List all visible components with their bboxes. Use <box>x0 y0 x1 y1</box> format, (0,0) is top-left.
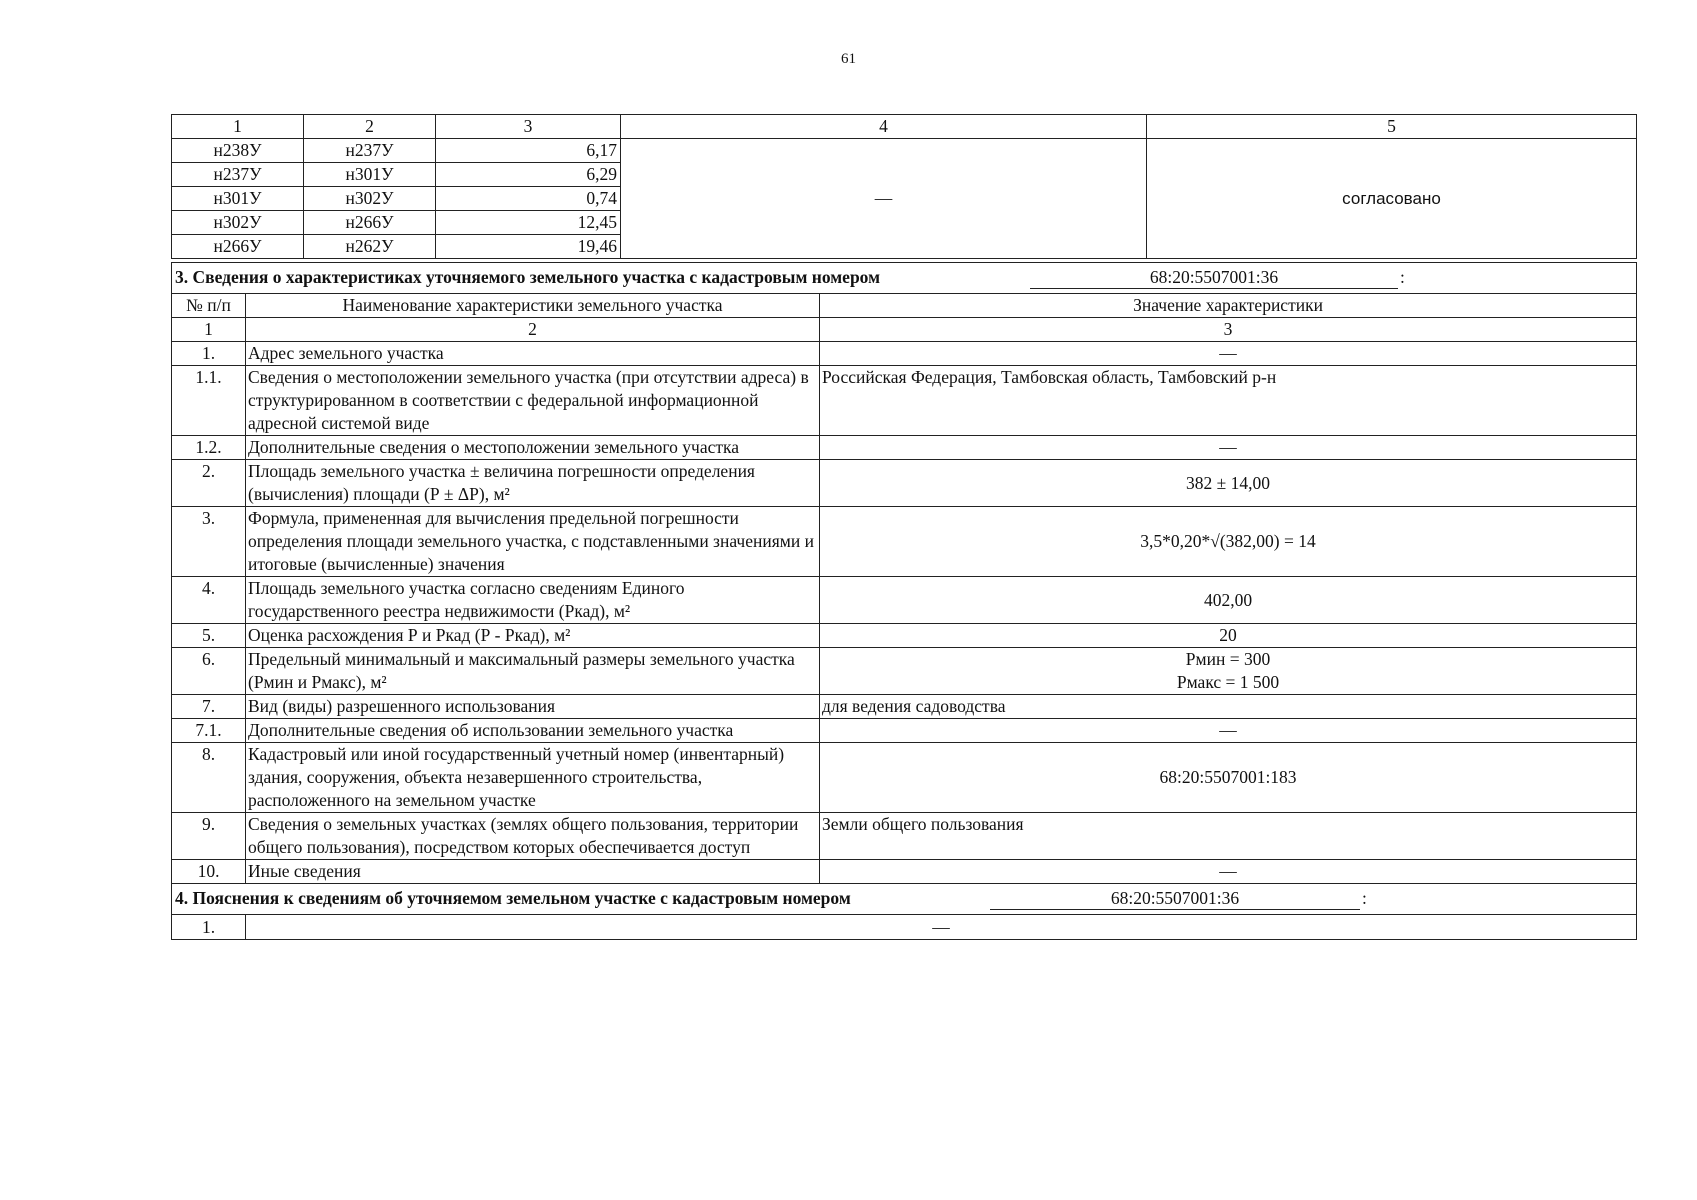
row-name: Предельный минимальный и максимальный размеры земельного участка (Рмин и Рмакс), м² <box>246 648 820 695</box>
table-row <box>172 436 1637 460</box>
header-name: Наименование характеристики земельного участка <box>246 294 820 318</box>
point-from: н238У <box>172 139 304 163</box>
row-value: 402,00 <box>820 577 1637 624</box>
min-size-value: Рмин = 300 <box>1185 649 1271 669</box>
col-header-5: 5 <box>1147 115 1637 139</box>
table-row <box>172 813 1637 860</box>
row-value: для ведения садоводства <box>820 695 1637 719</box>
point-from: н301У <box>172 187 304 211</box>
table-row <box>172 743 1637 813</box>
section3-title-row <box>172 263 1637 294</box>
row-value: Российская Федерация, Тамбовская область, Тамбовский р-н <box>820 366 1637 436</box>
col-header-4: 4 <box>621 115 1147 139</box>
row-number: 1. <box>172 342 246 366</box>
row-value: 3,5*0,20*√(382,00) = 14 <box>820 507 1637 577</box>
row-name: Площадь земельного участка ± величина погрешности определения (вычисления) площади (Р ± ΔР), м² <box>246 460 820 507</box>
distance: 19,46 <box>436 235 621 259</box>
section3-colnum-row <box>172 318 1637 342</box>
agreement-status: согласовано <box>1147 139 1637 259</box>
row-name: Дополнительные сведения об использовании земельного участка <box>246 719 820 743</box>
row-number: 4. <box>172 577 246 624</box>
row-value: Земли общего пользования <box>820 813 1637 860</box>
point-to: н262У <box>304 235 436 259</box>
row-number: 9. <box>172 813 246 860</box>
point-to: н266У <box>304 211 436 235</box>
distance: 12,45 <box>436 211 621 235</box>
table-row <box>172 695 1637 719</box>
boundary-header-row <box>172 115 1637 139</box>
section3-header-row <box>172 294 1637 318</box>
section4-colon: : <box>1362 888 1367 908</box>
row-name: Оценка расхождения Р и Ркад (Р - Ркад), м² <box>246 624 820 648</box>
row-value-minmax <box>820 648 1637 695</box>
colnum-1: 1 <box>172 318 246 342</box>
header-value: Значение характеристики <box>820 294 1637 318</box>
row-name: Сведения о земельных участках (землях общего пользования, территории общего пользования), посредством которых обеспечивается доступ <box>246 813 820 860</box>
row-number: 6. <box>172 648 246 695</box>
section4-cadastral-number: 68:20:5507001:36 <box>990 887 1360 910</box>
point-from: н237У <box>172 163 304 187</box>
row-number: 1.1. <box>172 366 246 436</box>
page-number: 61 <box>841 51 856 67</box>
point-to: н301У <box>304 163 436 187</box>
table-row <box>172 342 1637 366</box>
boundary-table <box>171 114 1637 259</box>
row-value: — <box>820 342 1637 366</box>
row-number: 5. <box>172 624 246 648</box>
col-header-3: 3 <box>436 115 621 139</box>
section3-colon: : <box>1400 267 1405 287</box>
table-row <box>172 366 1637 436</box>
distance: 6,29 <box>436 163 621 187</box>
table-row <box>172 460 1637 507</box>
point-to: н302У <box>304 187 436 211</box>
header-number: № п/п <box>172 294 246 318</box>
table-row <box>172 648 1637 695</box>
col-header-1: 1 <box>172 115 304 139</box>
row-name: Дополнительные сведения о местоположении земельного участка <box>246 436 820 460</box>
distance: 0,74 <box>436 187 621 211</box>
row-name: Площадь земельного участка согласно сведениям Единого государственного реестра недвижимости (Ркад), м² <box>246 577 820 624</box>
point-from: н302У <box>172 211 304 235</box>
row-value: 68:20:5507001:183 <box>820 743 1637 813</box>
table-row <box>172 915 1637 940</box>
table-row <box>172 624 1637 648</box>
row-value: — <box>820 860 1637 884</box>
table-row <box>172 139 1637 163</box>
row-name: Иные сведения <box>246 860 820 884</box>
row-number: 8. <box>172 743 246 813</box>
distance: 6,17 <box>436 139 621 163</box>
section3-title-cell <box>172 263 1637 294</box>
row-name: Вид (виды) разрешенного использования <box>246 695 820 719</box>
section3-title: 3. Сведения о характеристиках уточняемого земельного участка с кадастровым номером <box>175 267 881 287</box>
point-from: н266У <box>172 235 304 259</box>
row-value: — <box>820 719 1637 743</box>
row-number: 3. <box>172 507 246 577</box>
section4-title-row <box>172 884 1637 915</box>
point-to: н237У <box>304 139 436 163</box>
row-name: Формула, примененная для вычисления предельной погрешности определения площади земельного участка, с подставленными значениями и итоговые (вычисленные) значения <box>246 507 820 577</box>
row-value: 382 ± 14,00 <box>820 460 1637 507</box>
colnum-3: 3 <box>820 318 1637 342</box>
section4-row-number: 1. <box>172 915 246 940</box>
max-size-value: Рмакс = 1 500 <box>1176 672 1280 692</box>
table-row <box>172 507 1637 577</box>
row-name: Адрес земельного участка <box>246 342 820 366</box>
section4-title-cell <box>172 884 1637 915</box>
section4-title: 4. Пояснения к сведениям об уточняемом земельном участке с кадастровым номером <box>175 888 851 908</box>
table-row <box>172 719 1637 743</box>
table-row <box>172 860 1637 884</box>
row-value: 20 <box>820 624 1637 648</box>
section4-row-value: — <box>246 915 1637 940</box>
colnum-2: 2 <box>246 318 820 342</box>
row-number: 1.2. <box>172 436 246 460</box>
characteristics-table <box>171 262 1637 940</box>
row-number: 10. <box>172 860 246 884</box>
row-number: 2. <box>172 460 246 507</box>
col-header-2: 2 <box>304 115 436 139</box>
row-name: Кадастровый или иной государственный учетный номер (инвентарный) здания, сооружения, объекта незавершенного строительства, расположенного на земельном участке <box>246 743 820 813</box>
row-number: 7. <box>172 695 246 719</box>
row-value: — <box>820 436 1637 460</box>
col4-value: — <box>621 139 1147 259</box>
table-row <box>172 577 1637 624</box>
section3-cadastral-number: 68:20:5507001:36 <box>1030 266 1398 289</box>
row-name: Сведения о местоположении земельного участка (при отсутствии адреса) в структурированном в соответствии с федеральной информационной адресной системой виде <box>246 366 820 436</box>
row-number: 7.1. <box>172 719 246 743</box>
